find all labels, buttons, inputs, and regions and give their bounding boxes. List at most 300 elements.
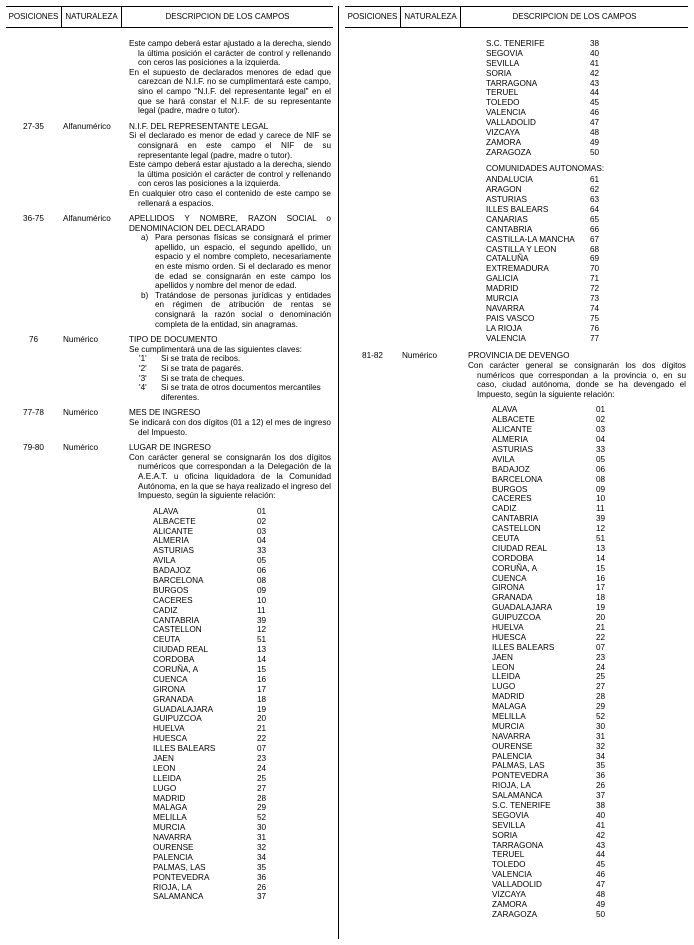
list-item-code: 35 (596, 761, 606, 771)
list-item (492, 761, 686, 771)
list-item-code: 13 (596, 543, 606, 553)
list-item (153, 714, 331, 724)
list-item (492, 692, 686, 702)
list-item (492, 574, 686, 584)
list-item-code: 29 (257, 803, 267, 813)
list-item-code: 33 (257, 546, 267, 556)
list-item-code: 15 (596, 563, 606, 573)
paragraph: Este campo deberá estar ajustado a la derecha, siendo la última posición el carácter de control y rellenando con ceros las posiciones a la izquierda. (129, 39, 331, 68)
sub-item-a: a) Para personas físicas se consignará el primer apellido, un espacio, el segundo apellido, un espacio y el nombre completo, necesariamente en este mismo orden. Si el declarado es menor de edad se consignarán en este campo los apellidos y nombre del menor de edad. (141, 233, 331, 291)
list-item (153, 527, 331, 537)
list-item-code: 20 (257, 714, 267, 724)
list-item (153, 685, 331, 695)
list-item-name: SALAMANCA (153, 892, 204, 902)
list-item-code: 27 (596, 682, 606, 692)
list-item-code: 10 (257, 595, 267, 605)
list-item-name: ALAVA (153, 506, 179, 516)
list-item (153, 536, 331, 546)
paragraph: En el supuesto de declarados menores de edad que carezcan de N.I.F. no se cumplimentará este campo, sino el campo "N.I.F. del representante legal" en el que se hará constar el N.I.F. de su representante legal (padre, madre o tutor). (129, 67, 331, 116)
list-item-code: 31 (596, 731, 606, 741)
list-item-code: 34 (596, 751, 606, 761)
list-item-name: CANTABRIA (486, 224, 533, 234)
list-item-name: CORUÑA, A (492, 563, 538, 573)
list-item-code: 35 (257, 862, 267, 872)
list-item-code: 32 (257, 843, 267, 852)
list-item-name: CACERES (153, 595, 193, 605)
list-item-code: 41 (596, 820, 606, 830)
list-item (153, 586, 331, 596)
list-item (492, 415, 686, 425)
list-item-code: 66 (590, 224, 600, 234)
list-item-code: 68 (590, 244, 600, 254)
list-item (486, 334, 686, 344)
list-item-code: 25 (257, 773, 267, 783)
field-nature: Alfanumérico (63, 214, 111, 224)
list-item-name: TOLEDO (492, 860, 526, 870)
list-item-code: 63 (590, 195, 600, 205)
list-item-name: BARCELONA (153, 575, 204, 585)
list-item (492, 890, 686, 900)
list-item (153, 813, 331, 823)
list-item (492, 534, 686, 544)
header-positions: POSICIONES (8, 12, 59, 21)
field-mes-ingreso (6, 408, 333, 437)
list-item-name: VALENCIA (492, 870, 532, 880)
list-item-code: 67 (590, 234, 600, 244)
list-item (486, 175, 686, 185)
list-item-code: 04 (257, 536, 267, 546)
list-item-name: ILLES BALEARS (492, 642, 555, 652)
list-item-name: LEON (492, 662, 515, 672)
list-item (492, 504, 686, 514)
list-item (492, 742, 686, 752)
list-item-code: 73 (590, 293, 600, 303)
list-item (486, 108, 686, 118)
list-item-name: NAVARRA (486, 303, 525, 313)
list-item-name: SORIA (492, 830, 518, 840)
list-item (486, 59, 686, 69)
list-item (153, 734, 331, 744)
list-item-code: 25 (596, 672, 606, 682)
list-item-name: OURENSE (492, 741, 533, 751)
field-title: N.I.F. DEL REPRESENTANTE LEGAL (129, 121, 269, 131)
list-item-code: 07 (257, 744, 267, 754)
list-item (486, 235, 686, 245)
list-item-name: ARAGON (486, 185, 522, 195)
list-item (153, 853, 331, 863)
list-item (486, 254, 686, 264)
list-item (153, 774, 331, 784)
list-item-name: PONTEVEDRA (492, 771, 549, 781)
list-item-code: 62 (590, 185, 600, 195)
list-item-code: 43 (596, 840, 606, 850)
list-item-name: BURGOS (153, 585, 189, 595)
list-item-name: GRANADA (153, 694, 194, 704)
list-item-code: 02 (257, 516, 267, 526)
list-item-name: CADIZ (492, 504, 517, 514)
list-item-name: OURENSE (153, 843, 194, 852)
list-item (492, 435, 686, 445)
list-item-code: 48 (590, 128, 600, 138)
field-nif-representante (6, 122, 333, 208)
list-item-code: 44 (596, 850, 606, 860)
list-item (153, 892, 331, 902)
list-item-name: LEON (153, 763, 176, 773)
list-item-code: 45 (590, 98, 600, 108)
list-item-name: BADAJOZ (153, 566, 191, 576)
list-item-name: ILLES BALEARS (153, 744, 216, 754)
list-item (153, 744, 331, 754)
list-item-name: BURGOS (492, 484, 528, 494)
list-item-name: HUESCA (492, 632, 527, 642)
list-item (153, 507, 331, 517)
list-item (486, 294, 686, 304)
list-item (492, 732, 686, 742)
list-item (492, 593, 686, 603)
list-item (153, 724, 331, 734)
list-item (486, 304, 686, 314)
list-item (153, 655, 331, 665)
list-item-code: 05 (257, 556, 267, 566)
list-item (492, 465, 686, 475)
header-nature: NATURALEZA (400, 7, 460, 27)
list-item (492, 455, 686, 465)
list-item-code: 49 (590, 137, 600, 147)
list-item-name: CEUTA (153, 635, 181, 645)
list-item-code: 38 (596, 801, 606, 811)
table-header (6, 6, 333, 28)
list-item (486, 39, 686, 49)
field-position: 79-80 (23, 443, 44, 453)
list-item (153, 764, 331, 774)
column-divider (338, 6, 339, 939)
list-item-code: 51 (257, 635, 267, 645)
list-item-name: LUGO (492, 682, 516, 692)
field-nature: Numérico (63, 443, 99, 453)
list-item-code: 74 (590, 303, 600, 313)
list-item-code: 22 (257, 734, 267, 744)
list-item (153, 823, 331, 833)
field-tipo-documento (6, 335, 333, 402)
field-provincia-devengo (345, 351, 688, 919)
header-nature: NATURALEZA (61, 7, 121, 27)
list-item-code: 07 (596, 642, 606, 652)
list-item (492, 494, 686, 504)
list-item (492, 672, 686, 682)
ccaa-list (486, 175, 686, 343)
list-item (486, 185, 686, 195)
list-item (153, 833, 331, 843)
list-item-code: 48 (596, 890, 606, 900)
list-item (492, 811, 686, 821)
list-item-name: TERUEL (492, 850, 525, 860)
list-item-name: HUELVA (153, 724, 185, 734)
list-item-name: CASTILLA-LA MANCHA (486, 234, 575, 244)
list-item-code: 26 (596, 781, 606, 791)
list-item-code: 18 (257, 694, 267, 704)
list-item-code: 12 (257, 625, 267, 635)
list-item (486, 148, 686, 158)
list-item-code: 13 (257, 645, 267, 655)
list-item (153, 883, 331, 893)
list-item-name: ALICANTE (153, 526, 194, 536)
table-header (345, 6, 688, 28)
list-item-name: TARRAGONA (492, 840, 544, 850)
key-item: '2' Si se trata de pagarés. (139, 364, 244, 373)
list-item-name: BARCELONA (492, 474, 543, 484)
list-item-code: 40 (590, 48, 600, 58)
list-item (486, 264, 686, 274)
list-item-name: NAVARRA (492, 731, 531, 741)
list-item (492, 771, 686, 781)
list-item-code: 38 (590, 39, 600, 48)
list-item (486, 245, 686, 255)
list-item-name: ANDALUCIA (486, 175, 533, 185)
list-item-code: 42 (596, 830, 606, 840)
list-item-code: 36 (257, 872, 267, 882)
list-item-name: VIZCAYA (492, 890, 526, 900)
list-item-name: ASTURIAS (492, 444, 533, 454)
list-item-name: GRANADA (492, 593, 533, 603)
list-item-code: 18 (596, 593, 606, 603)
list-item-name: PALMAS, LAS (492, 761, 545, 771)
list-item-name: TARRAGONA (486, 78, 538, 88)
list-item (153, 863, 331, 873)
list-item-code: 06 (257, 566, 267, 576)
field-title: TIPO DE DOCUMENTO (129, 335, 218, 345)
header-description: DESCRIPCION DE LOS CAMPOS (121, 7, 333, 27)
list-item-name: ALICANTE (492, 425, 533, 435)
list-item-name: HUESCA (153, 734, 188, 744)
list-item (153, 784, 331, 794)
list-item-code: 65 (590, 214, 600, 224)
list-item-name: MELILLA (153, 813, 187, 823)
list-item-code: 06 (596, 464, 606, 474)
list-item-name: CUENCA (153, 674, 188, 684)
list-item-name: SEVILLA (492, 820, 526, 830)
list-item (492, 880, 686, 890)
list-item-name: LUGO (153, 783, 177, 793)
list-item-name: MALAGA (153, 803, 188, 813)
paragraph: Este campo deberá estar ajustado a la derecha, siendo la última posición el carácter de control y rellenando con ceros las posiciones a la izquierda. (129, 160, 331, 189)
list-item (492, 544, 686, 554)
list-item-code: 46 (596, 870, 606, 880)
list-item-name: LA RIOJA (486, 323, 522, 333)
list-item (486, 98, 686, 108)
list-item (153, 705, 331, 715)
list-item (486, 215, 686, 225)
list-item (492, 445, 686, 455)
field-nature: Numérico (63, 335, 99, 345)
list-item (486, 79, 686, 89)
list-item-name: CIUDAD REAL (492, 543, 548, 553)
list-item (492, 841, 686, 851)
list-item (486, 324, 686, 334)
list-item (486, 49, 686, 59)
list-item (153, 754, 331, 764)
list-item-name: CORDOBA (153, 655, 195, 665)
list-item (492, 860, 686, 870)
list-item-name: GALICIA (486, 274, 519, 284)
list-item-code: 72 (590, 284, 600, 294)
list-item-name: CACERES (492, 494, 532, 504)
list-item-code: 45 (596, 860, 606, 870)
list-item-code: 29 (596, 702, 606, 712)
list-item-code: 44 (590, 88, 600, 98)
paragraph: Si el declarado es menor de edad y carece de NIF se consignará en este campo el NIF de su representante legal (padre, madre o tutor). (129, 131, 331, 160)
list-item (153, 556, 331, 566)
list-item (486, 205, 686, 215)
province-list (492, 405, 686, 919)
list-item-code: 70 (590, 264, 600, 274)
field-title: MES DE INGRESO (129, 408, 201, 418)
list-item-code: 17 (257, 684, 267, 694)
list-item (153, 665, 331, 675)
list-item-code: 50 (590, 147, 600, 157)
list-item-code: 34 (257, 852, 267, 862)
list-item-name: BADAJOZ (492, 464, 530, 474)
field-position: 27-35 (23, 121, 44, 131)
list-item-code: 47 (596, 880, 606, 890)
list-item-code: 19 (257, 704, 267, 714)
list-item (492, 643, 686, 653)
list-item (153, 546, 331, 556)
list-item-code: 03 (596, 425, 606, 435)
list-item-code: 24 (596, 662, 606, 672)
list-item-code: 04 (596, 435, 606, 445)
list-item (486, 284, 686, 294)
list-item-name: ALMERIA (492, 435, 528, 445)
paragraph: Se cumplimentará una de las siguientes claves: (129, 344, 302, 354)
list-item (153, 566, 331, 576)
field-apellidos-nombre (6, 214, 333, 329)
list-item (153, 675, 331, 685)
list-item-name: S.C. TENERIFE (492, 801, 551, 811)
field-lugar-ingreso (6, 443, 333, 902)
list-item-name: ZAMORA (486, 137, 522, 147)
list-item (492, 633, 686, 643)
list-item-code: 64 (590, 204, 600, 214)
field-title: PROVINCIA DE DEVENGO (468, 351, 570, 361)
list-item (492, 554, 686, 564)
list-item (492, 682, 686, 692)
list-item (153, 606, 331, 616)
list-item-name: SEGOVIA (486, 48, 523, 58)
list-item (492, 514, 686, 524)
list-item-name: LLEIDA (153, 773, 182, 783)
list-item-name: CUENCA (492, 573, 527, 583)
list-item-code: 75 (590, 313, 600, 323)
list-item-name: CATALUÑA (486, 254, 529, 264)
list-item-name: JAEN (153, 753, 174, 763)
list-item (486, 225, 686, 235)
list-item-code: 30 (596, 721, 606, 731)
list-item-name: S.C. TENERIFE (486, 39, 545, 48)
list-item-code: 16 (596, 573, 606, 583)
list-item (486, 314, 686, 324)
list-item (492, 603, 686, 613)
list-item-name: SEVILLA (486, 58, 520, 68)
list-item-name: RIOJA, LA (492, 781, 531, 791)
ccaa-title: COMUNIDADES AUTONOMAS: (486, 163, 605, 173)
list-item-name: PAIS VASCO (486, 313, 535, 323)
list-item (492, 801, 686, 811)
list-item-code: 19 (596, 603, 606, 613)
list-item-name: VALENCIA (486, 333, 526, 343)
list-item-code: 02 (596, 415, 606, 425)
list-item-name: GUIPUZCOA (153, 714, 202, 724)
list-item-name: ILLES BALEARS (486, 204, 549, 214)
list-item (492, 405, 686, 415)
list-item (486, 138, 686, 148)
key-item: '1' Si se trata de recibos. (139, 354, 241, 364)
list-item (153, 873, 331, 883)
list-item-name: ZARAGOZA (486, 147, 532, 157)
list-item-name: MADRID (153, 793, 186, 803)
list-item-name: MADRID (492, 692, 525, 702)
list-item-code: 03 (257, 526, 267, 536)
list-item (153, 576, 331, 586)
sub-item-b: b) Tratándose de personas jurídicas y entidades en régimen de atribución de rentas se consignará la razón social o denominación completa de la entidad, sin anagramas. (141, 290, 331, 329)
list-item-name: ZARAGOZA (492, 909, 538, 919)
list-item (492, 663, 686, 673)
list-item-name: CIUDAD REAL (153, 645, 209, 655)
list-item (492, 791, 686, 801)
list-item-name: VIZCAYA (486, 128, 520, 138)
header-description: DESCRIPCION DE LOS CAMPOS (460, 7, 688, 27)
list-item-name: CADIZ (153, 605, 178, 615)
list-item (492, 821, 686, 831)
list-item-name: MURCIA (492, 721, 525, 731)
list-item-code: 23 (596, 652, 606, 662)
list-item-code: 11 (596, 504, 605, 514)
list-item-name: CANARIAS (486, 214, 528, 224)
list-item-code: 41 (590, 58, 600, 68)
list-item (492, 702, 686, 712)
list-item (492, 485, 686, 495)
list-item (486, 128, 686, 138)
list-item-code: 08 (596, 474, 606, 484)
list-item-name: PONTEVEDRA (153, 872, 210, 882)
list-item-code: 71 (590, 274, 600, 284)
list-item-name: CANTABRIA (492, 514, 539, 524)
list-item-code: 69 (590, 254, 600, 264)
list-item (492, 910, 686, 920)
list-item-code: 49 (596, 899, 606, 909)
list-item-name: HUELVA (492, 622, 524, 632)
list-item-name: RIOJA, LA (153, 882, 192, 892)
list-item (153, 843, 331, 853)
key-item: '4' Si se trata de otros documentos mercantiles diferentes. (139, 383, 321, 402)
list-item (492, 752, 686, 762)
list-item-code: 26 (257, 882, 267, 892)
list-item-name: ALBACETE (492, 415, 535, 425)
list-item-name: CEUTA (492, 533, 520, 543)
list-item-code: 36 (596, 771, 606, 781)
province-list (153, 507, 331, 903)
list-item-code: 09 (596, 484, 606, 494)
list-item-name: GUIPUZCOA (492, 613, 541, 623)
paragraph: Con carácter general se consignarán los dos dígitos numéricos que correspondan a la Delegación de la A.E.A.T. u oficina liquidadora de la Comunidad Autónoma, en la que se haya realizado el ingreso del Impuesto, según la siguiente relación: (129, 452, 331, 501)
list-item (153, 517, 331, 527)
field-continuation (6, 39, 333, 116)
list-item-name: NAVARRA (153, 833, 192, 843)
list-item-name: MURCIA (153, 823, 186, 833)
list-item-name: GUADALAJARA (492, 603, 553, 613)
list-item (492, 613, 686, 623)
list-item (153, 695, 331, 705)
list-item (153, 616, 331, 626)
